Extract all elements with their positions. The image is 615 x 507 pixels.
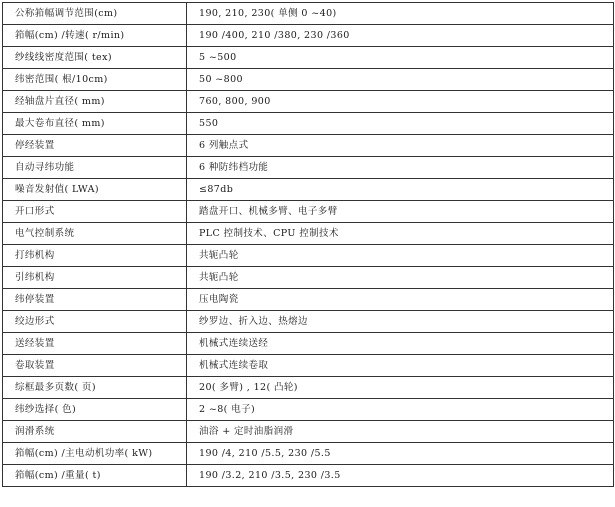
table-row bbox=[3, 135, 614, 157]
value-cell: 机械式连续送经 bbox=[187, 333, 614, 355]
value-cell: 760, 800, 900 bbox=[187, 91, 614, 113]
param-cell: 打纬机构 bbox=[3, 245, 187, 267]
spec-table bbox=[2, 2, 614, 487]
param-cell: 润滑系统 bbox=[3, 421, 187, 443]
table-row bbox=[3, 179, 614, 201]
table-row bbox=[3, 201, 614, 223]
param-cell: 筘幅(cm) /重量( t) bbox=[3, 465, 187, 487]
value-cell: 6 列触点式 bbox=[187, 135, 614, 157]
table-row bbox=[3, 157, 614, 179]
table-row bbox=[3, 47, 614, 69]
table-row bbox=[3, 399, 614, 421]
param-cell: 综框最多页数( 页) bbox=[3, 377, 187, 399]
param-cell: 公称筘幅调节范围(cm) bbox=[3, 3, 187, 25]
table-row bbox=[3, 355, 614, 377]
table-row bbox=[3, 245, 614, 267]
param-cell: 引纬机构 bbox=[3, 267, 187, 289]
table-row bbox=[3, 421, 614, 443]
param-cell: 经轴盘片直径( mm) bbox=[3, 91, 187, 113]
table-row bbox=[3, 267, 614, 289]
table-row bbox=[3, 223, 614, 245]
table-row bbox=[3, 113, 614, 135]
param-cell: 自动寻纬功能 bbox=[3, 157, 187, 179]
value-cell: 共轭凸轮 bbox=[187, 245, 614, 267]
value-cell: 190 /400, 210 /380, 230 /360 bbox=[187, 25, 614, 47]
param-cell: 绞边形式 bbox=[3, 311, 187, 333]
param-cell: 开口形式 bbox=[3, 201, 187, 223]
param-cell: 筘幅(cm) /转速( r/min) bbox=[3, 25, 187, 47]
param-cell: 最大卷布直径( mm) bbox=[3, 113, 187, 135]
value-cell: 机械式连续卷取 bbox=[187, 355, 614, 377]
param-cell: 噪音发射值( LWA) bbox=[3, 179, 187, 201]
value-cell: 190 /3.2, 210 /3.5, 230 /3.5 bbox=[187, 465, 614, 487]
param-cell: 纬停装置 bbox=[3, 289, 187, 311]
value-cell: 50 ~800 bbox=[187, 69, 614, 91]
table-row bbox=[3, 333, 614, 355]
table-row bbox=[3, 311, 614, 333]
value-cell: 5 ~500 bbox=[187, 47, 614, 69]
spec-table-body bbox=[3, 3, 614, 487]
value-cell: 20( 多臂) , 12( 凸轮) bbox=[187, 377, 614, 399]
value-cell: 550 bbox=[187, 113, 614, 135]
table-row bbox=[3, 377, 614, 399]
table-row bbox=[3, 465, 614, 487]
value-cell: PLC 控制技术、CPU 控制技术 bbox=[187, 223, 614, 245]
value-cell: 油浴 + 定时油脂润滑 bbox=[187, 421, 614, 443]
value-cell: 共轭凸轮 bbox=[187, 267, 614, 289]
param-cell: 卷取装置 bbox=[3, 355, 187, 377]
param-cell: 纱线线密度范围( tex) bbox=[3, 47, 187, 69]
param-cell: 电气控制系统 bbox=[3, 223, 187, 245]
value-cell: 踏盘开口、机械多臂、电子多臂 bbox=[187, 201, 614, 223]
value-cell: 190 /4, 210 /5.5, 230 /5.5 bbox=[187, 443, 614, 465]
table-row bbox=[3, 289, 614, 311]
param-cell: 筘幅(cm) /主电动机功率( kW) bbox=[3, 443, 187, 465]
value-cell: 190, 210, 230( 单侧 0 ~40) bbox=[187, 3, 614, 25]
table-row bbox=[3, 91, 614, 113]
param-cell: 送经装置 bbox=[3, 333, 187, 355]
param-cell: 停经装置 bbox=[3, 135, 187, 157]
value-cell: 2 ~8( 电子) bbox=[187, 399, 614, 421]
table-row bbox=[3, 443, 614, 465]
param-cell: 纬密范围( 根/10cm) bbox=[3, 69, 187, 91]
value-cell: 6 种防纬档功能 bbox=[187, 157, 614, 179]
table-row bbox=[3, 69, 614, 91]
table-row bbox=[3, 25, 614, 47]
value-cell: ≤87db bbox=[187, 179, 614, 201]
table-row bbox=[3, 3, 614, 25]
param-cell: 纬纱选择( 色) bbox=[3, 399, 187, 421]
value-cell: 纱罗边、折入边、热熔边 bbox=[187, 311, 614, 333]
value-cell: 压电陶瓷 bbox=[187, 289, 614, 311]
